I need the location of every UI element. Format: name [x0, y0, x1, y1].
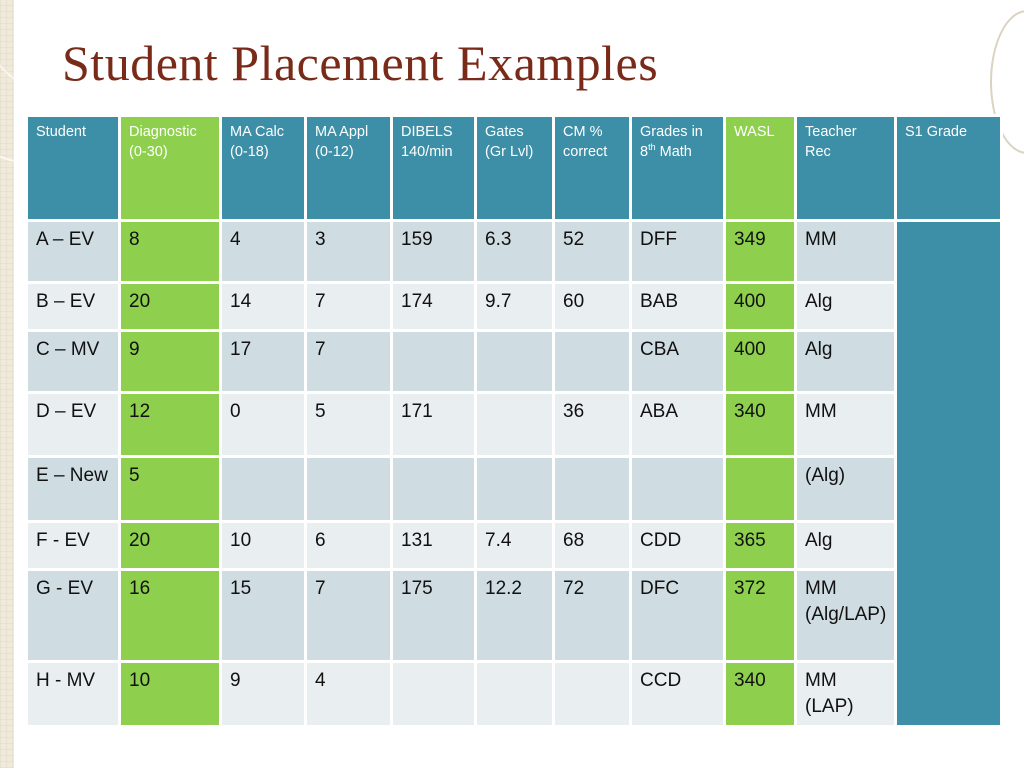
header-grades-sup: th	[648, 142, 656, 153]
cell-wasl: 349	[725, 221, 796, 283]
header-dibels: DIBELS 140/min	[392, 116, 476, 221]
table-row	[27, 221, 1002, 283]
cell-s1-grade	[896, 221, 1002, 727]
table-row	[27, 331, 1002, 393]
header-ma-appl: MA Appl (0-12)	[306, 116, 392, 221]
table-row	[27, 661, 1002, 726]
cell-cm	[554, 457, 631, 521]
cell-diagnostic: 8	[120, 221, 221, 283]
cell-grades: BAB	[631, 283, 725, 331]
cell-grades: ABA	[631, 393, 725, 457]
cell-dibels: 171	[392, 393, 476, 457]
cell-dibels: 131	[392, 521, 476, 569]
cell-teacher-rec: Alg	[796, 283, 896, 331]
cell-gates: 12.2	[476, 569, 554, 661]
cell-ma-appl: 7	[306, 569, 392, 661]
table-row	[27, 457, 1002, 521]
header-grades-text2: Math	[659, 144, 692, 160]
header-ma-calc: MA Calc (0-18)	[221, 116, 306, 221]
cell-grades: CDD	[631, 521, 725, 569]
cell-student: B – EV	[27, 283, 120, 331]
cell-gates: 9.7	[476, 283, 554, 331]
cell-diagnostic: 5	[120, 457, 221, 521]
cell-gates	[476, 393, 554, 457]
header-student: Student	[27, 116, 120, 221]
cell-diagnostic: 12	[120, 393, 221, 457]
slide-title: Student Placement Examples	[62, 35, 659, 91]
cell-ma-calc: 17	[221, 331, 306, 393]
cell-gates: 6.3	[476, 221, 554, 283]
cell-ma-calc	[221, 457, 306, 521]
cell-ma-calc: 0	[221, 393, 306, 457]
header-grades-text: Grades in 8	[640, 124, 703, 160]
cell-cm: 36	[554, 393, 631, 457]
cell-ma-appl: 4	[306, 661, 392, 726]
cell-student: G - EV	[27, 569, 120, 661]
cell-ma-calc: 15	[221, 569, 306, 661]
cell-gates	[476, 457, 554, 521]
cell-teacher-rec: MM	[796, 393, 896, 457]
cell-ma-appl: 7	[306, 331, 392, 393]
cell-student: H - MV	[27, 661, 120, 726]
cell-teacher-rec: Alg	[796, 331, 896, 393]
cell-teacher-rec: MM (LAP)	[796, 661, 896, 726]
cell-ma-appl	[306, 457, 392, 521]
cell-wasl: 340	[725, 393, 796, 457]
header-s1-grade: S1 Grade	[896, 116, 1002, 221]
cell-diagnostic: 20	[120, 283, 221, 331]
cell-ma-calc: 14	[221, 283, 306, 331]
cell-dibels	[392, 457, 476, 521]
cell-cm: 68	[554, 521, 631, 569]
cell-diagnostic: 20	[120, 521, 221, 569]
cell-grades: CCD	[631, 661, 725, 726]
cell-grades: DFF	[631, 221, 725, 283]
cell-dibels: 159	[392, 221, 476, 283]
cell-student: C – MV	[27, 331, 120, 393]
header-cm: CM % correct	[554, 116, 631, 221]
header-row	[27, 116, 1002, 221]
cell-diagnostic: 10	[120, 661, 221, 726]
cell-grades: CBA	[631, 331, 725, 393]
cell-ma-appl: 5	[306, 393, 392, 457]
cell-gates: 7.4	[476, 521, 554, 569]
cell-grades	[631, 457, 725, 521]
header-wasl: WASL	[725, 116, 796, 221]
table-row	[27, 393, 1002, 457]
cell-student: F - EV	[27, 521, 120, 569]
cell-ma-calc: 4	[221, 221, 306, 283]
header-grades	[631, 116, 725, 221]
cell-gates	[476, 661, 554, 726]
header-gates: Gates (Gr Lvl)	[476, 116, 554, 221]
cell-ma-calc: 9	[221, 661, 306, 726]
cell-cm: 52	[554, 221, 631, 283]
cell-dibels: 175	[392, 569, 476, 661]
cell-ma-appl: 3	[306, 221, 392, 283]
cell-ma-appl: 7	[306, 283, 392, 331]
cell-wasl: 340	[725, 661, 796, 726]
cell-dibels: 174	[392, 283, 476, 331]
table-row	[27, 283, 1002, 331]
cell-wasl: 365	[725, 521, 796, 569]
cell-teacher-rec: MM	[796, 221, 896, 283]
cell-grades: DFC	[631, 569, 725, 661]
header-diagnostic: Diagnostic (0-30)	[120, 116, 221, 221]
cell-cm: 60	[554, 283, 631, 331]
cell-student: D – EV	[27, 393, 120, 457]
cell-diagnostic: 16	[120, 569, 221, 661]
cell-dibels	[392, 331, 476, 393]
cell-wasl: 372	[725, 569, 796, 661]
cell-gates	[476, 331, 554, 393]
cell-teacher-rec: (Alg)	[796, 457, 896, 521]
table-row	[27, 569, 1002, 661]
cell-wasl: 400	[725, 331, 796, 393]
placement-table	[25, 114, 1003, 728]
cell-cm	[554, 661, 631, 726]
cell-wasl	[725, 457, 796, 521]
cell-cm	[554, 331, 631, 393]
cell-teacher-rec: MM (Alg/LAP)	[796, 569, 896, 661]
cell-ma-appl: 6	[306, 521, 392, 569]
cell-teacher-rec: Alg	[796, 521, 896, 569]
cell-cm: 72	[554, 569, 631, 661]
cell-student: A – EV	[27, 221, 120, 283]
table-row	[27, 521, 1002, 569]
cell-dibels	[392, 661, 476, 726]
cell-diagnostic: 9	[120, 331, 221, 393]
cell-ma-calc: 10	[221, 521, 306, 569]
cell-student: E – New	[27, 457, 120, 521]
header-teacher-rec: Teacher Rec	[796, 116, 896, 221]
cell-wasl: 400	[725, 283, 796, 331]
